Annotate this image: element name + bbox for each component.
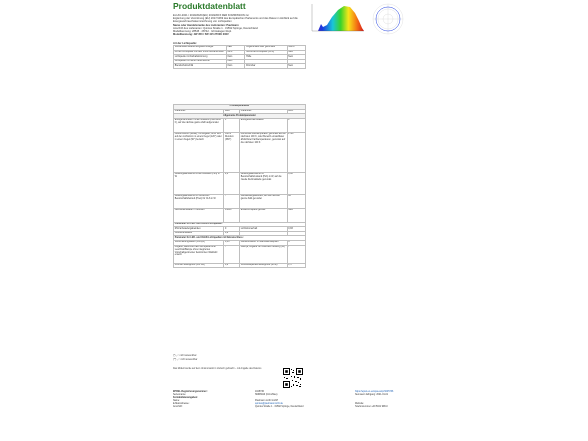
table-cell: 350 in Rundum (360°) [224,132,240,172]
table-cell: F [287,118,306,132]
table-cell: Leistungsaufnahme im Ein-Zustand (Pon) in W [174,172,224,194]
light-source-type-section [173,42,306,69]
table-row [174,194,306,208]
table-cell: Ähnlichste Farbtemperatur, gerundet auf die nächsten 100 K, oder Bereich einstellbarer ähnlichster Farbtemperaturen, gerundet auf die nächsten 100 K [239,132,287,172]
table-cell: Vernetzte Lichtquelle (CLS) [245,50,287,55]
table-cell: Nutzlichtstrom (Φuse), mit Angabe, ob er sich auf den Lichtstrom in einem Kegel (120°) oder in einem Kegel (90°) bezieht [174,132,224,172]
footnote: (**) „-“: nicht anwendbar [173,359,198,361]
contact-label: Kontaktdatenangaben: [173,397,198,400]
table-cell: - [224,194,240,208]
light-source-type-table [173,45,306,69]
datasheet-page [172,0,428,441]
page-title: Produktdatenblatt [173,1,246,11]
table-cell: NDLS [287,46,306,51]
email-value[interactable]: quintus@paulmann-licht.de [255,403,283,406]
table-cell: Stroboskopeffekt-Messgröße (SVM) [239,263,287,268]
table-cell: 0,9 [224,263,240,268]
name-value: Paulmann Licht GmbH [255,400,279,403]
footnote: (*) „-“: nicht anwendbar [173,355,197,357]
table-cell: R9-Farbwiedergabeindex [174,227,224,232]
table-cell: Lichtstromerhalt [239,227,287,232]
table-row [174,118,306,132]
column-header: Parameter [239,109,287,114]
header-block [173,14,303,36]
product-parameters-table [173,104,306,268]
table-cell: 15000 [224,208,240,222]
eprel-number: 1045736 [255,391,264,393]
table-cell: Verwendete Beleuchtungstechnologie [174,46,227,51]
table-cell: Leistungsaufnahme im Bereitschaftszustand (Psb) in W, auf die zweite Dezimalstelle gerundet [239,172,287,194]
table-cell: 0,00 [287,172,306,194]
light-spectrum-graph [308,1,366,38]
table-cell: Überlebensfaktor [174,231,224,236]
table-cell: Farbwiedergabeindex, auf die nächste ganze Zahl gerundet [239,194,287,208]
table-cell: Angabe, dass eine LED-Lichtquelle eine Leuchtstofflampe ohne integriertes Vorschaltgerät einer bestimmten Wattzahl ersetzt [174,245,224,263]
table-cell: Nein [287,50,306,55]
header-line: Modellkennung: 4W 350 / 5W 415 2700K 230V [173,33,229,37]
section-title: Art der Lichtquelle: [173,42,197,45]
table-cell: Nein [287,55,306,60]
table-cell: Nein [287,64,306,69]
table-cell: 1 [224,118,240,132]
column-header: Parameter [174,109,224,114]
table-cell: Lichtquelle mit hoher Leuchtdichte [174,59,227,64]
eprel-label: EPREL-Registrierungsnummer: [173,391,208,393]
table-row [174,64,306,69]
table-cell: 2700 [287,132,306,172]
table-cell: 0,53 [224,241,240,246]
table-cell: 0,83 [287,227,306,232]
product-parameters-section [173,104,306,268]
table-cell: Blendschutzschild [174,64,227,69]
column-header: Wert [224,109,240,114]
market-note: Das Modell wurde auf dem Unionsmarkt in Verkehr gebracht – mit Angabe des Datums [173,368,262,370]
table-cell: Nein [287,208,306,222]
nominal-label: Nennwert: [355,394,366,397]
table-cell: 1,5 [287,263,306,268]
table-cell: Nein [226,64,244,69]
header-line: Ergänzung der Verordnung (EU) 2017/1369 des Europäischen Parlaments und des Rates im Hinblick auf die [173,17,298,21]
address-label: Anschrift: [173,406,183,409]
table-cell: Falls ja, Angabe zur ersetzten Leistung (W) [239,245,287,263]
series-label: Serienname: [173,394,187,397]
table-cell: Ungebündelt oder gebündelt [245,46,287,51]
group-title: Parameter für LED- und OLED-Lichtquellen mit Netzanschluss: [174,236,306,241]
supplier-footer [173,391,413,410]
table-cell: - [224,245,240,263]
table-cell: 4,0 [224,172,240,194]
table-cell: Lichtquelle mit Farbabstimmung [174,55,227,60]
eprel-link[interactable]: https://eprel.ec.europa.eu/qr/1045736 [355,391,394,393]
phone-value: +49 5041 998-0 [371,406,388,409]
table-cell: Nein [226,59,244,64]
table-cell: Ersatzlichtquelle gemäß [239,208,287,222]
series-value: SMR6910 (Cirro/blau) [255,394,278,397]
table-row [174,263,306,268]
email-label: E-Mail-Adresse: [173,403,190,406]
table-cell: Nein [226,55,244,60]
footer-row [173,406,413,409]
table-cell: - [287,245,306,263]
address-value: Quintus Straße 1 · 31592 Springe, Deutschland [255,406,304,409]
header-line: Anschrift des Lieferanten: Quintus Straße 1 · 31592 Springe, Deutschland [173,26,258,30]
table-row [174,245,306,263]
eprel-qr-code [283,368,303,388]
table-cell: Farbkonsistenz in MacAdam-Ellipsen [239,241,287,246]
table-cell: Energieeffizienzklasse [239,118,287,132]
name-label: Name: [173,400,180,403]
table-cell: 0,9 [224,231,240,236]
table-row [174,208,306,222]
table-cell: LED [226,46,244,51]
table-cell: MLS [226,50,244,55]
group-title: Allgemeine Produktparameter [174,114,306,119]
header-line: Name oder Handelsmarke des Lieferanten: Paulmann [173,23,239,27]
header-line: Modellkennung: 28545 · 28742 · G9 Halogen Repl. [173,30,232,34]
table-cell: Verschiebungsfaktor (cos φ1) [174,241,224,246]
group-title: Parameter für LED- und OLED-Lichtquellen: [174,222,306,227]
table-cell: 80 [287,194,306,208]
table-cell: 6 [287,241,306,246]
nominal-value: Jahrgang: 2021-01-01 [365,394,389,397]
table-cell: Energieverbrauch im Ein-Zustand (kWh/1000 h), auf die nächste ganze Zahl aufgerundet [174,118,224,132]
table-cell: Nennlebensdauer in Stunden [174,208,224,222]
table-cell: Dimmbar [245,64,287,69]
phone-label: Telefonnummer: [355,406,372,409]
header-line: EU-ZU-2021 / 2019/2020/(EU) 2019/2015 DER KOMMISSION zur [173,14,250,17]
table-row [174,132,306,172]
website-label: Website: [355,403,364,406]
table-cell: Leistungsaufnahme im vernetzten Bereitschaftsbetrieb (Pnet) für CLS in W [174,194,224,208]
table-cell: Flimmer-Messgröße (Pst LM) [174,263,224,268]
table-cell: Art der Lichtquelle mit oder ohne Netzanschluss [174,50,227,55]
column-header: Wert [287,109,306,114]
table-title: Produktparameter [174,105,306,110]
light-distribution-diagram [369,1,407,38]
table-cell: Hülle [245,55,287,60]
table-row [174,172,306,194]
header-line: Energieverbrauchskennzeichnung von Lichtquellen [173,20,232,24]
table-cell: 0 [224,227,240,232]
